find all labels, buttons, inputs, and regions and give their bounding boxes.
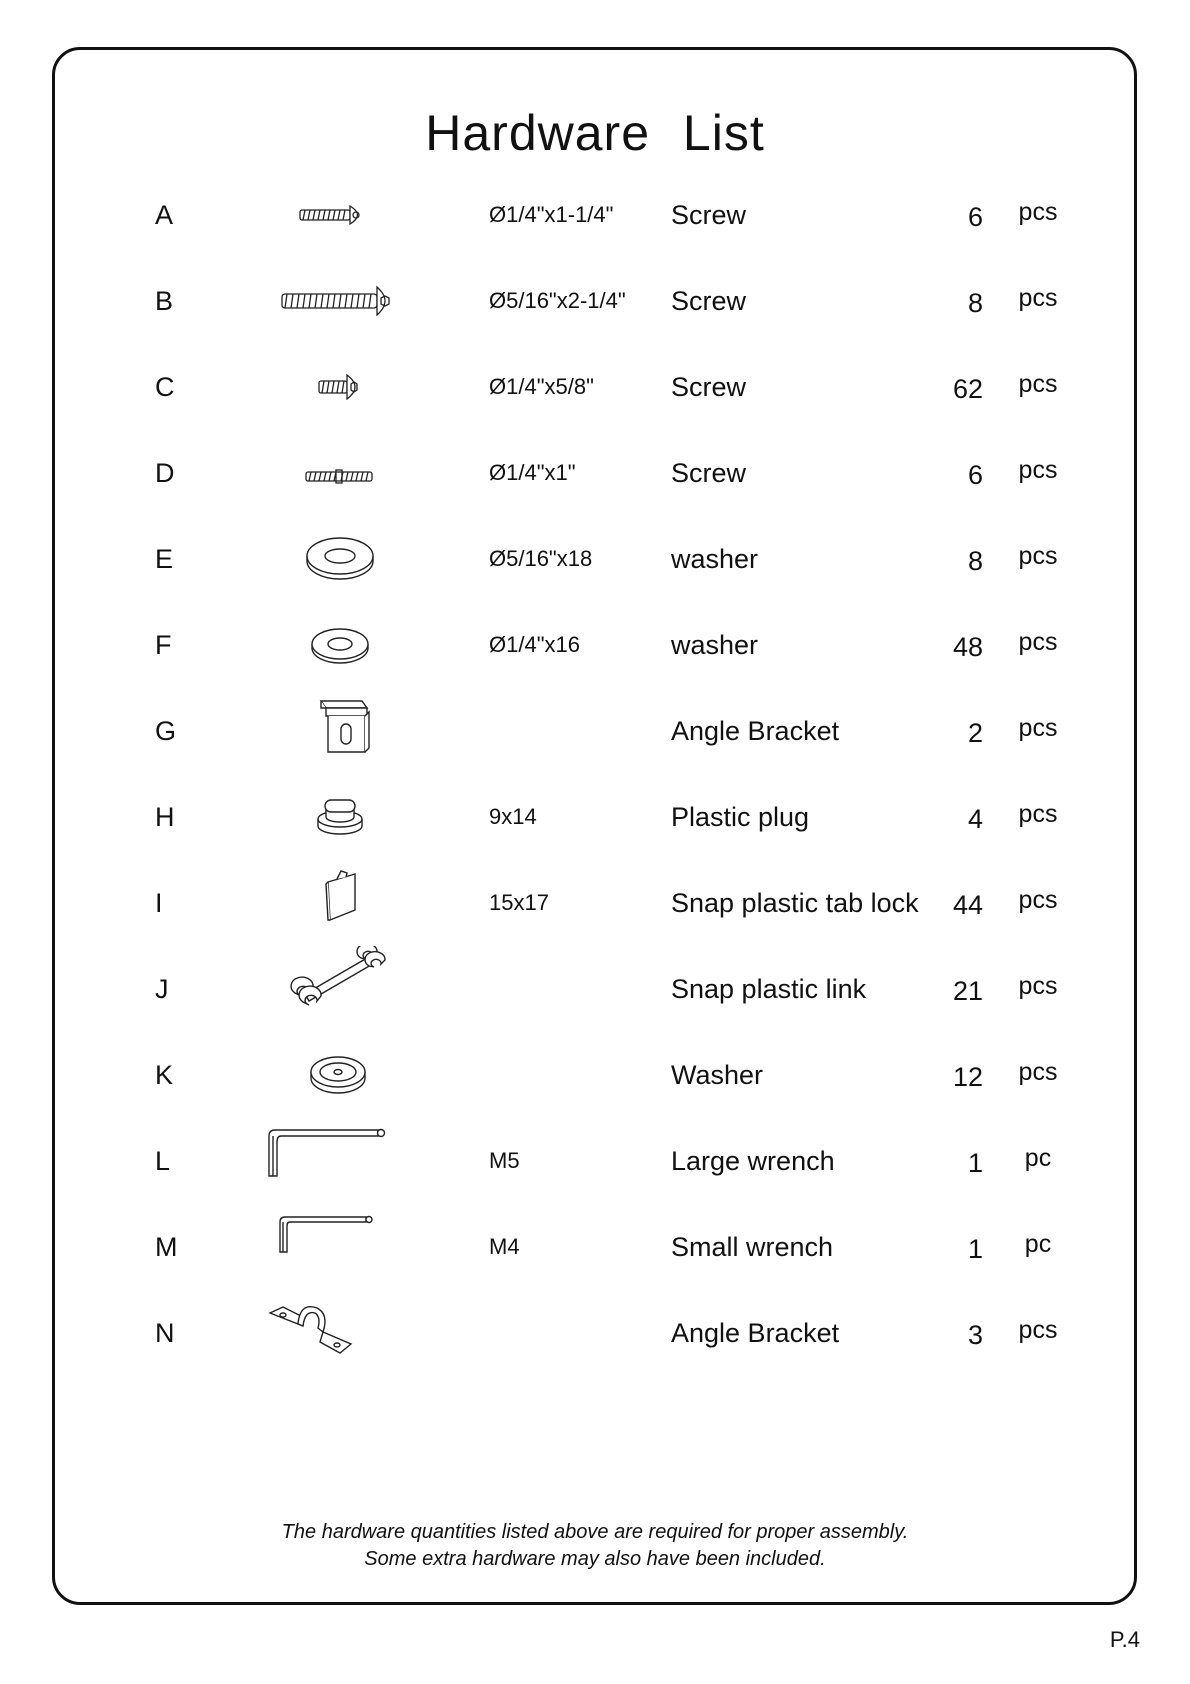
item-size: Ø5/16"x2-1/4" — [489, 288, 626, 313]
item-size: Ø1/4"x16 — [489, 632, 580, 657]
item-name: Snap plastic tab lock — [671, 888, 919, 918]
item-unit: pcs — [1018, 370, 1058, 398]
plastic-link-icon — [265, 946, 415, 1032]
item-name: Screw — [671, 200, 747, 230]
item-letter: D — [155, 458, 175, 488]
item-letter: J — [155, 974, 169, 1004]
page-title: Hardware List — [425, 105, 765, 161]
item-size: 9x14 — [489, 804, 537, 829]
item-size: M5 — [489, 1148, 520, 1173]
item-letter: G — [155, 716, 177, 746]
hardware-row-l — [0, 1141, 1190, 1227]
hardware-row-c — [0, 367, 1190, 453]
item-name: Small wrench — [671, 1232, 834, 1262]
item-name: washer — [671, 630, 759, 660]
plastic-plug-icon — [265, 774, 415, 860]
long-screw-icon — [265, 258, 415, 344]
item-letter: M — [155, 1232, 178, 1262]
item-qty: 3 — [967, 1320, 983, 1350]
hardware-row-i — [0, 883, 1190, 969]
item-size: 15x17 — [489, 890, 549, 915]
item-unit: pcs — [1018, 1316, 1058, 1344]
item-unit: pcs — [1018, 542, 1058, 570]
note-line-1: The hardware quantities listed above are required for proper assembly. — [281, 1521, 909, 1543]
item-unit: pcs — [1018, 972, 1058, 1000]
item-name: Large wrench — [671, 1146, 835, 1176]
item-qty: 4 — [967, 804, 983, 834]
item-unit: pcs — [1018, 800, 1058, 828]
hardware-row-n — [0, 1313, 1190, 1399]
item-qty: 1 — [967, 1234, 983, 1264]
hardware-row-m — [0, 1227, 1190, 1313]
item-letter: N — [155, 1318, 175, 1348]
item-name: Washer — [671, 1060, 764, 1090]
item-size: Ø1/4"x1-1/4" — [489, 202, 614, 227]
small-allen-wrench-icon — [265, 1204, 415, 1290]
dowel-screw-icon — [265, 430, 415, 516]
tab-lock-icon — [265, 860, 415, 946]
item-letter: L — [155, 1146, 171, 1176]
item-qty: 8 — [967, 546, 983, 576]
item-qty: 62 — [952, 374, 983, 404]
item-letter: B — [155, 286, 174, 316]
item-unit: pcs — [1018, 886, 1058, 914]
item-unit: pcs — [1018, 714, 1058, 742]
small-washer-icon — [265, 602, 415, 688]
item-unit: pcs — [1018, 1058, 1058, 1086]
short-screw-icon — [265, 344, 415, 430]
item-letter: A — [155, 200, 174, 230]
hardware-row-f — [0, 625, 1190, 711]
item-qty: 2 — [967, 718, 983, 748]
item-size: Ø5/16"x18 — [489, 546, 593, 571]
item-size: M4 — [489, 1234, 520, 1259]
hardware-row-g — [0, 711, 1190, 797]
item-letter: K — [155, 1060, 174, 1090]
item-letter: F — [155, 630, 172, 660]
cup-washer-icon — [265, 1032, 415, 1118]
item-qty: 44 — [952, 890, 983, 920]
item-qty: 21 — [952, 976, 983, 1006]
item-qty: 48 — [952, 632, 983, 662]
hardware-row-d — [0, 453, 1190, 539]
item-name: Screw — [671, 372, 747, 402]
item-letter: C — [155, 372, 175, 402]
item-name: Plastic plug — [671, 802, 810, 832]
item-unit: pcs — [1018, 456, 1058, 484]
item-unit: pc — [1024, 1144, 1052, 1172]
hardware-row-h — [0, 797, 1190, 883]
hardware-row-b — [0, 281, 1190, 367]
item-name: Snap plastic link — [671, 974, 867, 1004]
item-qty: 12 — [952, 1062, 983, 1092]
pipe-bracket-icon — [265, 1290, 415, 1376]
item-name: Screw — [671, 458, 747, 488]
item-qty: 8 — [967, 288, 983, 318]
large-allen-wrench-icon — [265, 1118, 415, 1204]
hardware-row-a — [0, 195, 1190, 281]
item-name: washer — [671, 544, 759, 574]
item-unit: pc — [1024, 1230, 1052, 1258]
angle-bracket-icon — [265, 688, 415, 774]
screw-icon — [265, 172, 415, 258]
item-size: Ø1/4"x5/8" — [489, 374, 594, 399]
item-unit: pcs — [1018, 284, 1058, 312]
item-unit: pcs — [1018, 628, 1058, 656]
washer-icon — [265, 516, 415, 602]
item-size: Ø1/4"x1" — [489, 460, 576, 485]
hardware-row-j — [0, 969, 1190, 1055]
item-qty: 6 — [967, 460, 983, 490]
item-name: Angle Bracket — [671, 1318, 840, 1348]
hardware-row-e — [0, 539, 1190, 625]
item-name: Angle Bracket — [671, 716, 840, 746]
item-letter: I — [155, 888, 163, 918]
assembly-note — [0, 1519, 1190, 1573]
item-qty: 1 — [967, 1148, 983, 1178]
note-line-2: Some extra hardware may also have been included. — [364, 1548, 826, 1570]
page-number: P.4 — [1109, 1627, 1140, 1652]
item-unit: pcs — [1018, 198, 1058, 226]
item-qty: 6 — [967, 202, 983, 232]
item-letter: E — [155, 544, 174, 574]
item-name: Screw — [671, 286, 747, 316]
hardware-row-k — [0, 1055, 1190, 1141]
item-letter: H — [155, 802, 175, 832]
